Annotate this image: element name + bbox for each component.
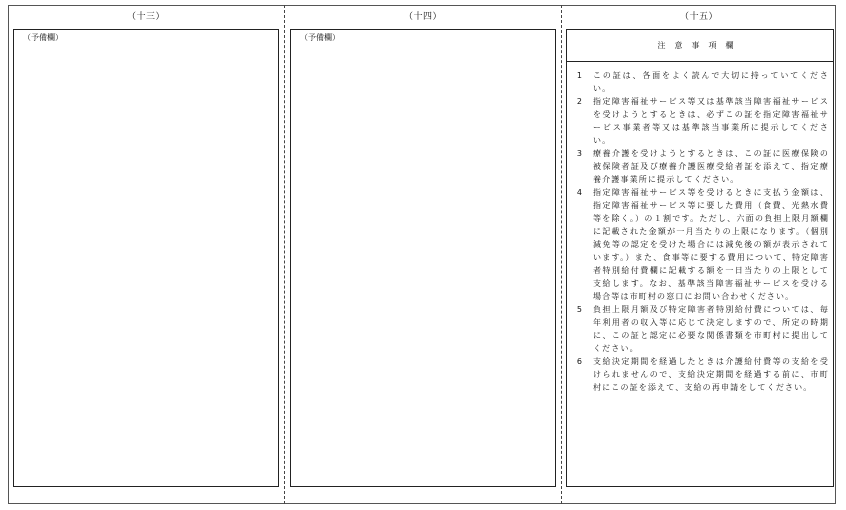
note-text: 指定障害福祉サービス等を受けるときに支払う金額は、指定障害福祉サービス等に要した費用（食費、光熱水費等を除く。）の１割です。ただし、六面の負担上限月額欄に記載された金額が一月当たりの上限になります。（個別減免等の認定を受けた場合には減免後の額が表示されています。）また、食事等に要する費用について、特定障害者特別給付費欄に記載する額を一日当たりの上限として支給します。なお、基準該当障害福祉サービスを受ける場合等は市町村の窓口にお問い合わせください。 bbox=[593, 188, 829, 301]
notes-list bbox=[573, 69, 829, 394]
note-text: 負担上限月額及び特定障害者特別給付費については、毎年利用者の収入等に応じて決定しますので、所定の時期に、この証と認定に必要な関係書類を市町村に提出してください。 bbox=[593, 305, 829, 353]
reserve-box-14 bbox=[290, 29, 556, 487]
reserve-box-label: （予備欄） bbox=[23, 33, 63, 42]
column-heading-15: （十五） bbox=[679, 12, 718, 22]
notes-box bbox=[566, 29, 834, 487]
note-text: この証は、各面をよく読んで大切に持っていてください。 bbox=[593, 71, 829, 93]
note-item bbox=[573, 355, 829, 394]
note-number: 4 bbox=[576, 188, 584, 197]
column-divider-2 bbox=[561, 5, 562, 504]
note-item bbox=[573, 303, 829, 355]
note-item bbox=[573, 69, 829, 95]
column-heading-14: （十四） bbox=[403, 12, 442, 22]
note-number: 2 bbox=[576, 97, 584, 106]
note-text: 療養介護を受けようとするときは、この証に医療保険の被保険者証及び療養介護医療受給者証を添えて、指定療養介護事業所に提示してください。 bbox=[593, 149, 829, 184]
reserve-box-label: （予備欄） bbox=[300, 33, 340, 42]
reserve-box-13 bbox=[13, 29, 279, 487]
note-text: 支給決定期間を経過したときは介護給付費等の支給を受けられませんので、支給決定期間を経過する前に、市町村にこの証を添えて、支給の再申請をしてください。 bbox=[593, 357, 829, 392]
notes-title: 注意事項欄 bbox=[567, 30, 833, 62]
note-item bbox=[573, 95, 829, 147]
note-text: 指定障害福祉サービス等又は基準該当障害福祉サービスを受けようとするときは、必ずこの証を指定障害福祉サービス事業者等又は基準該当事業所に提示してください。 bbox=[593, 97, 829, 145]
note-item bbox=[573, 147, 829, 186]
note-number: 1 bbox=[576, 71, 584, 80]
note-number: 3 bbox=[576, 149, 584, 158]
note-number: 6 bbox=[576, 357, 584, 366]
column-divider-1 bbox=[284, 5, 285, 504]
column-heading-13: （十三） bbox=[126, 12, 165, 22]
note-number: 5 bbox=[576, 305, 584, 314]
note-item bbox=[573, 186, 829, 303]
